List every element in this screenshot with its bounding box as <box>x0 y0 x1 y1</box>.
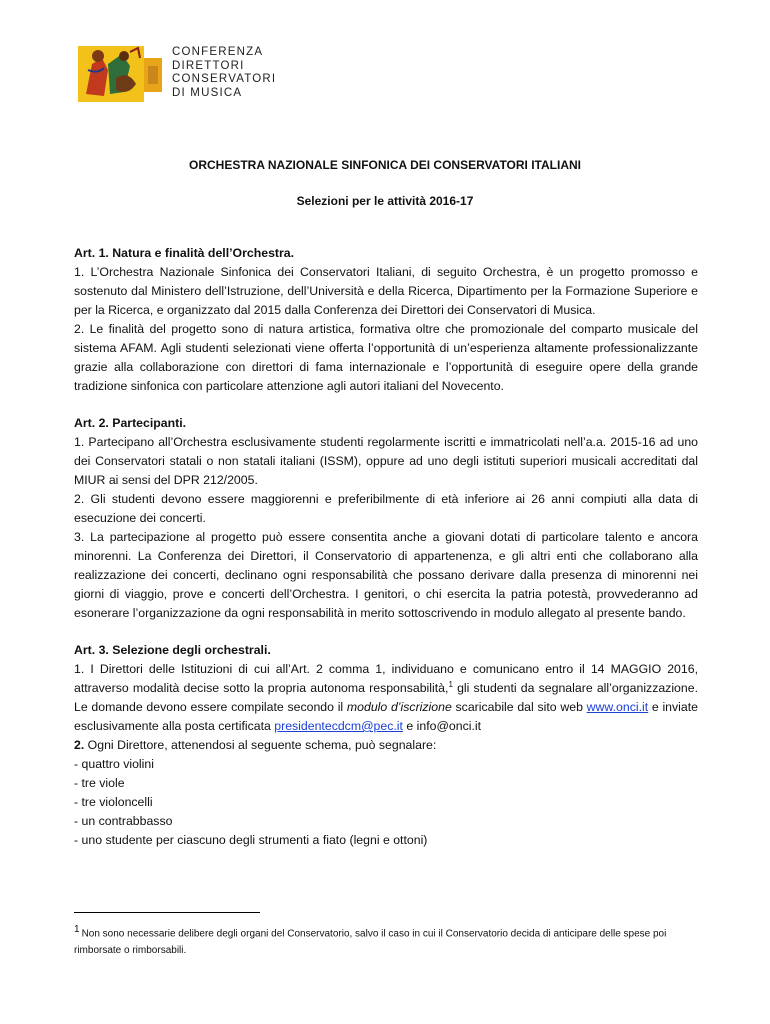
pec-email-link[interactable]: presidentecdcm@pec.it <box>274 719 403 733</box>
list-item: - tre viole <box>74 776 125 790</box>
header-logo <box>78 44 276 104</box>
article-2-paragraph-3: 3. La partecipazione al progetto può essere consentita anche a giovani dotati di particolare talento e ancora minorenni. La Conferenza dei Direttori, il Conservatorio di appartenenza, e gli altri enti che collaborano alla realizzazione dei concerti, declinano ogni responsabilità che possano derivare dalla presenza di minorenni nei giorni di viaggio, prove e concerti dell’Orchestra. I genitori, o chi esercita la patria potestà, provvederanno ad esonerare l’organizzazione da ogni responsabilità in merito sottoscrivendo in modulo allegato al presente bando. <box>74 530 698 620</box>
list-item: - uno studente per ciascuno degli strumenti a fiato (legni e ottoni) <box>74 833 428 847</box>
footnote <box>74 921 698 959</box>
form-name: modulo d’iscrizione <box>346 700 452 714</box>
instrument-list <box>74 755 698 850</box>
article-1-paragraph-2: 2. Le finalità del progetto sono di natura artistica, formativa oltre che promozionale del comparto musicale del sistema AFAM. Agli studenti selezionati viene offerta l’opportunità di un’esperienza altamente professionalizzante grazie alla collaborazione con direttori di fama internazionale e l’opportunità di eseguire opere della grande tradizione sinfonica con particolare attenzione agli autori italiani del Novecento. <box>74 322 698 393</box>
text-span: e inviate esclusivamente alla posta certificata <box>74 700 698 733</box>
article-3-heading: Art. 3. Selezione degli orchestrali. <box>74 643 271 657</box>
list-item: - tre violoncelli <box>74 795 153 809</box>
list-item: - quattro violini <box>74 757 154 771</box>
logo-text <box>172 46 276 100</box>
article-1-heading: Art. 1. Natura e finalità dell’Orchestra. <box>74 246 295 260</box>
paragraph-number: 2. <box>74 738 85 752</box>
logo-line: CONSERVATORI <box>172 73 277 85</box>
article-3-paragraph-2 <box>74 736 698 755</box>
document-subtitle: Selezioni per le attività 2016-17 <box>296 194 474 208</box>
article-3-paragraph-1 <box>74 660 698 736</box>
list-item: - un contrabbasso <box>74 814 173 828</box>
article-2-heading: Art. 2. Partecipanti. <box>74 416 187 430</box>
footnote-text: Non sono necessarie delibere degli organi del Conservatorio, salvo il caso in cui il Conservatorio decida di anticipare delle spese poi rimborsate o rimborsabili. <box>74 928 667 957</box>
document-body <box>74 244 698 850</box>
text-span: 1. I Direttori delle Istituzioni di cui all’Art. 2 comma 1, individuano e comunicano entro il 14 MAGGIO 2016, attraverso modalità decise sotto la propria autonoma responsabilità, <box>74 662 698 695</box>
conference-logo-icon <box>78 44 166 104</box>
text-span: Ogni Direttore, attenendosi al seguente schema, può segnalare: <box>84 738 437 752</box>
logo-line: DIRETTORI <box>172 59 245 72</box>
article-1-paragraph-1: 1. L’Orchestra Nazionale Sinfonica dei Conservatori Italiani, di seguito Orchestra, è un progetto promosso e sostenuto dal Ministero dell’Istruzione, dell’Università e della Ricerca, Dipartimento per la Formazione Superiore e per la Ricerca, e organizzato dal 2015 dalla Conferenza dei Direttori dei Conservatori di Musica. <box>74 265 698 317</box>
article-2-paragraph-1: 1. Partecipano all’Orchestra esclusivamente studenti regolarmente iscritti e immatricolati nell’a.a. 2015-16 ad uno dei Conservatori statali o non statali italiani (ISSM), oppure ad uno degli istituti superiori musicali accreditati dal MIUR ai sensi del DPR 212/2005. <box>74 435 698 487</box>
footnote-reference[interactable]: 1 <box>448 679 453 689</box>
document-title: ORCHESTRA NAZIONALE SINFONICA DEI CONSERVATORI ITALIANI <box>188 158 581 172</box>
website-link[interactable]: www.onci.it <box>586 700 649 714</box>
text-span: e info@onci.it <box>402 719 482 733</box>
footnote-number: 1 <box>74 924 80 935</box>
text-span: gli studenti da segnalare all’organizzazione. Le domande devono essere compilate secondo il <box>74 681 698 714</box>
logo-line: DI MUSICA <box>172 86 243 99</box>
text-span: scaricabile dal sito web <box>451 700 587 714</box>
footnote-divider <box>74 912 260 913</box>
article-2-paragraph-2: 2. Gli studenti devono essere maggiorenni e preferibilmente di età inferiore ai 26 anni compiuti alla data di esecuzione dei concerti. <box>74 492 698 525</box>
logo-line: CONFERENZA <box>172 46 264 58</box>
